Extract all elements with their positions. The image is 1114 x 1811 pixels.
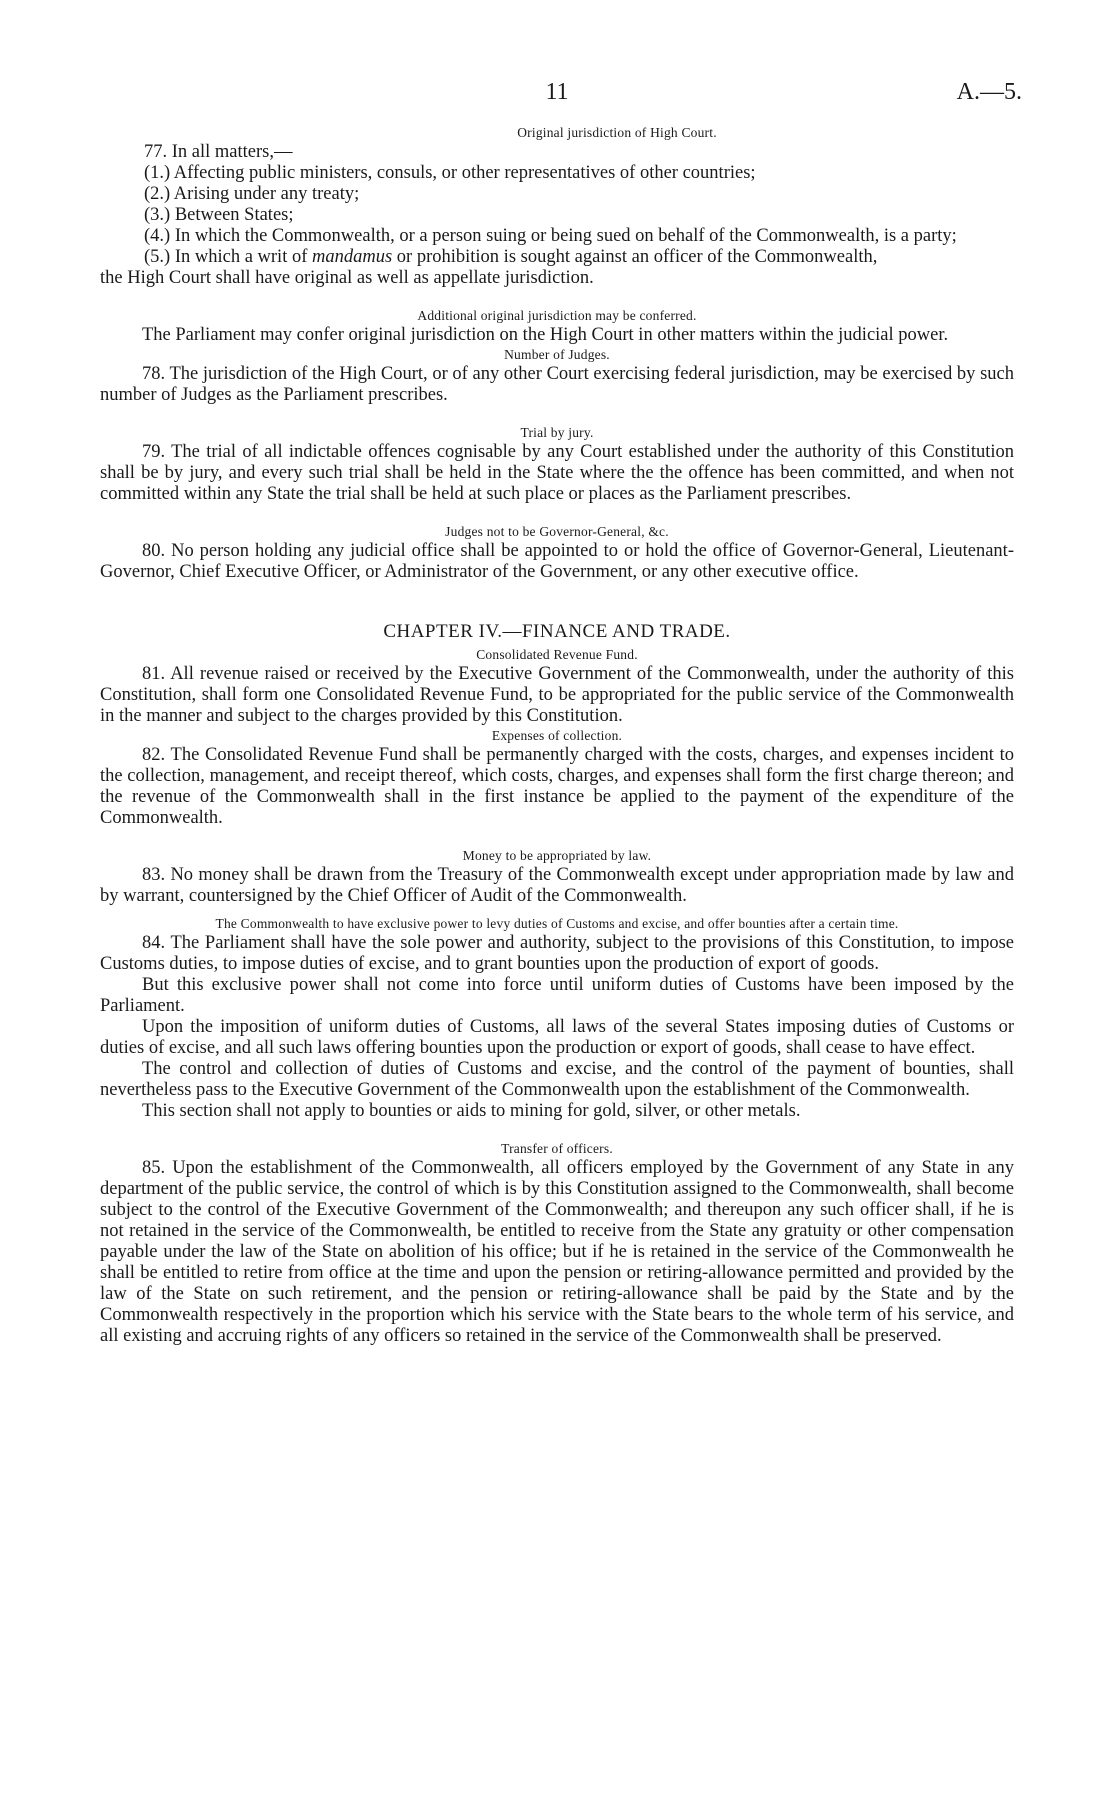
additional-jurisdiction-text: The Parliament may confer original jurisdiction on the High Court in other matters within the judicial power. <box>142 325 949 345</box>
section-81-heading: Consolidated Revenue Fund. <box>476 647 638 662</box>
section-80-text: 80. No person holding any judicial office shall be appointed to or hold the office of Governor-General, Lieutenant-Governor, Chief Executive Officer, or Administrator of the Government, or any other executive office. <box>100 541 1014 582</box>
section-82-text: 82. The Consolidated Revenue Fund shall be permanently charged with the costs, charges, and expenses incident to the collection, management, and receipt thereof, which costs, charges, and expenses shall form the first charge thereon; and the revenue of the Commonwealth shall in the first instance be applied to the payment of the expenditure of the Commonwealth. <box>100 745 1014 828</box>
section-81-text: 81. All revenue raised or received by the Executive Government of the Commonwealth, under the authority of this Constitution, shall form one Consolidated Revenue Fund, to be appropriated for the public service of the Commonwealth in the manner and subject to the charges provided by this Constitution. <box>100 664 1014 726</box>
section-84-paragraph-2: But this exclusive power shall not come into force until uniform duties of Customs have been imposed by the Parliament. <box>100 975 1014 1016</box>
section-77-item-4: (4.) In which the Commonwealth, or a person suing or being sued on behalf of the Commonwealth, is a party; <box>144 226 957 246</box>
section-77-item-3: (3.) Between States; <box>144 205 294 225</box>
section-85 <box>100 1140 1014 1347</box>
section-78-heading: Number of Judges. <box>504 347 610 362</box>
additional-jurisdiction <box>100 307 1014 346</box>
additional-jurisdiction-heading: Additional original jurisdiction may be conferred. <box>417 308 697 323</box>
chapter-title: CHAPTER IV.—FINANCE AND TRADE. <box>383 621 731 642</box>
document-reference: A.—5. <box>956 79 1022 105</box>
section-78 <box>100 346 1014 406</box>
section-77-heading: Original jurisdiction of High Court. <box>517 125 717 140</box>
section-84-paragraph-5: This section shall not apply to bounties or aids to mining for gold, silver, or other metals. <box>142 1101 801 1121</box>
section-84 <box>100 915 1014 1122</box>
section-77 <box>100 82 1014 289</box>
section-80 <box>100 523 1014 583</box>
section-80-heading: Judges not to be Governor-General, &c. <box>445 524 669 539</box>
mandamus-term: mandamus <box>312 247 393 267</box>
section-83-heading: Money to be appropriated by law. <box>462 848 652 863</box>
section-85-text: 85. Upon the establishment of the Commonwealth, all officers employed by the Government of any State in any department of the public service, the control of which is by this Constitution assigned to the Commonwealth, shall become subject to the control of the Executive Government of the Commonwealth; and thereupon any such officer shall, if he is not retained in the service of the Commonwealth, be entitled to receive from the State any gratuity or other compensation payable under the law of the State on abolition of his office; but if he is retained in the service of the Commonwealth he shall be entitled to retire from office at the time and upon the pension or retiring-allowance permitted and provided by the law of the State on such retirement, and the pension or retiring-allowance shall be paid by the State and by the Commonwealth respectively in the proportion which his service with the State bears to the whole term of his service, and all existing and accruing rights of any officers so retained in the service of the Commonwealth shall be preserved. <box>100 1158 1014 1346</box>
section-84-paragraph-3: Upon the imposition of uniform duties of Customs, all laws of the several States imposing duties of Customs or duties of excise, and all such laws offering bounties upon the production or export of goods, shall cease to have effect. <box>100 1017 1014 1058</box>
section-77-closing: the High Court shall have original as well as appellate jurisdiction. <box>100 268 594 288</box>
section-83 <box>100 847 1014 907</box>
page-number: 11 <box>545 79 569 105</box>
section-79-text: 79. The trial of all indictable offences cognisable by any Court established under the authority of this Constitution shall be by jury, and every such trial shall be held in the State where the the offence has been committed, and when not committed within any State the trial shall be held at such place or places as the Parliament prescribes. <box>100 442 1014 504</box>
section-77-item-1: (1.) Affecting public ministers, consuls, or other representatives of other countries; <box>144 163 756 183</box>
section-79-heading: Trial by jury. <box>520 425 594 440</box>
section-82 <box>100 727 1014 829</box>
section-79 <box>100 424 1014 505</box>
section-84-paragraph-1: 84. The Parliament shall have the sole power and authority, subject to the provisions of this Constitution, to impose Customs duties, to impose duties of excise, and to grant bounties upon the production of export of goods. <box>100 933 1014 974</box>
section-85-heading: Transfer of officers. <box>501 1141 613 1156</box>
section-77-intro: 77. In all matters,— <box>144 142 293 162</box>
section-84-heading: The Commonwealth to have exclusive power to levy duties of Customs and excise, and offer bounties after a certain time. <box>215 916 899 931</box>
section-82-heading: Expenses of collection. <box>491 728 623 743</box>
section-78-text: 78. The jurisdiction of the High Court, or of any other Court exercising federal jurisdiction, may be exercised by such number of Judges as the Parliament prescribes. <box>100 364 1014 405</box>
section-81 <box>100 646 1014 727</box>
section-84-paragraph-4: The control and collection of duties of Customs and excise, and the control of the payment of bounties, shall nevertheless pass to the Executive Government of the Commonwealth upon the establishment of the Commonwealth. <box>100 1059 1014 1100</box>
section-83-text: 83. No money shall be drawn from the Treasury of the Commonwealth except under appropriation made by law and by warrant, countersigned by the Chief Officer of Audit of the Commonwealth. <box>100 865 1014 906</box>
section-77-item-2: (2.) Arising under any treaty; <box>144 184 360 204</box>
section-77-item-5: (5.) In which a writ of mandamus or prohibition is sought against an officer of the Commonwealth, <box>144 247 878 267</box>
